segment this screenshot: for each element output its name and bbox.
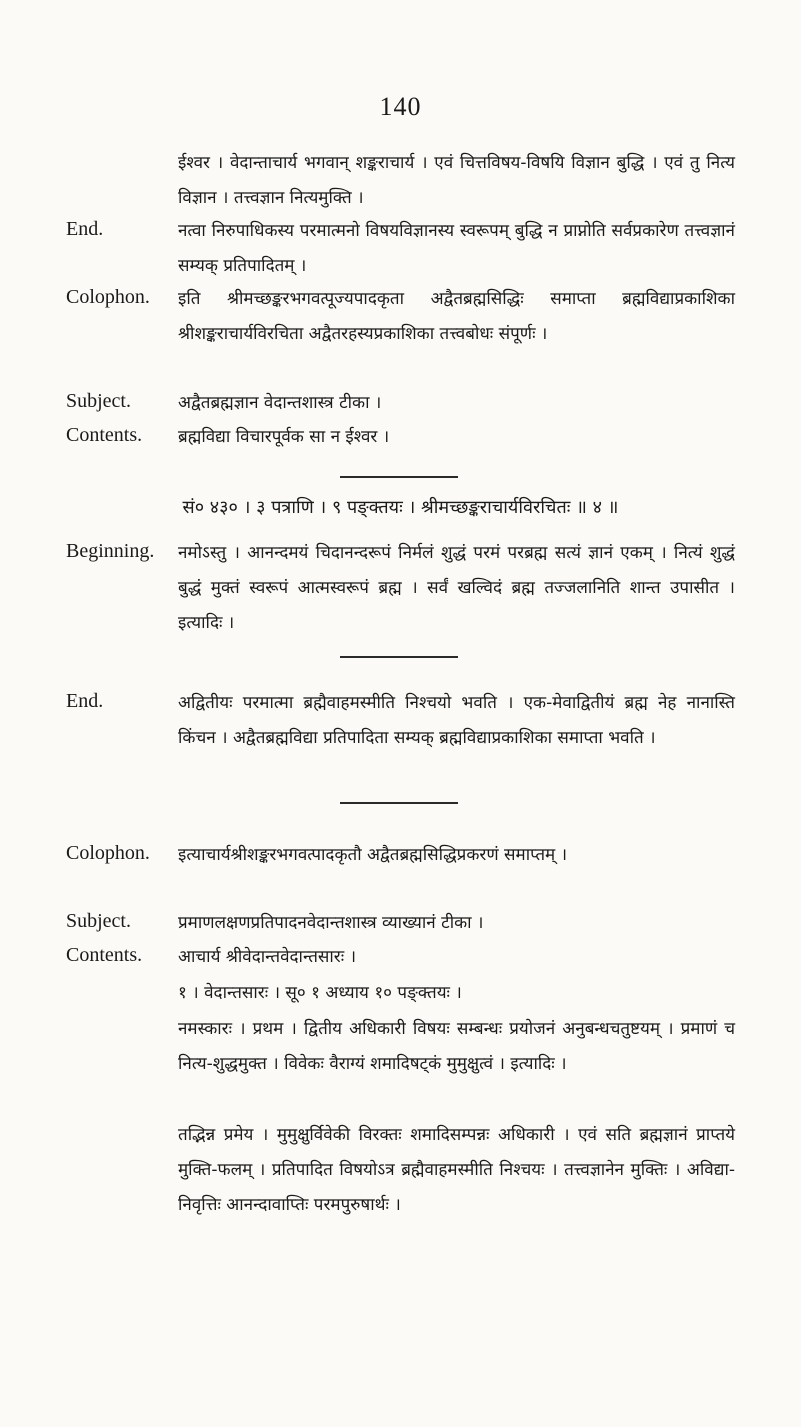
section-divider-2 — [340, 656, 458, 658]
end-label-2: End. — [66, 690, 104, 712]
page-number: 140 — [379, 92, 422, 121]
section-divider-1 — [340, 476, 458, 478]
contents-label-1: Contents. — [66, 424, 143, 446]
contents-text-1: ब्रह्मविद्या विचारपूर्वक सा न ईश्वर । — [178, 427, 390, 447]
subject-label-1: Subject. — [66, 390, 131, 412]
subject-text-1: अद्वैतब्रह्मज्ञान वेदान्तशास्त्र टीका । — [178, 393, 382, 413]
colophon-text-1: इति श्रीमच्छङ्करभगवत्पूज्यपादकृता अद्वैतब्रह्मसिद्धिः समाप्ता ब्रह्मविद्याप्रकाशिका श्रीशङ्कराचार्यविरचिता अद्वैतरहस्यप्रकाशिका तत्त्वबोधः संपूर्णः । — [178, 289, 735, 344]
subject-text-2: प्रमाणलक्षणप्रतिपादनवेदान्तशास्त्र व्याख्यानं टीका । — [178, 913, 484, 933]
contents-line-1: १ । वेदान्तसारः । सू० १ अध्याय १० पङ्क्तयः । — [178, 983, 462, 1003]
contents-line-2: नमस्कारः । प्रथम । द्वितीय अधिकारी विषयः सम्बन्धः प्रयोजनं अनुबन्धचतुष्टयम् । प्रमाणं च नित्य-शुद्धमुक्त । विवेकः वैराग्यं शमादिषट्कं मुमुक्षुत्वं । इत्यादिः । — [178, 1019, 735, 1074]
beginning-text: नमोऽस्तु । आनन्दमयं चिदानन्दरूपं निर्मलं शुद्धं परमं परब्रह्म सत्यं ज्ञानं एकम् । नित्यं शुद्धं बुद्धं मुक्तं स्वरूपं आत्मस्वरूपं ब्रह्म । सर्वं खल्विदं ब्रह्म तज्जलानिति शान्त उपासीत । इत्यादिः । — [178, 543, 735, 633]
end-label-1: End. — [66, 218, 104, 240]
intro-text: ईश्वर । वेदान्ताचार्य भगवान् शङ्कराचार्य । एवं चित्तविषय-विषयि विज्ञान बुद्धि । एवं तु नित्य विज्ञान । तत्त्वज्ञान नित्यमुक्ति । — [178, 153, 735, 208]
colophon-label-1: Colophon. — [66, 286, 150, 308]
contents-text-2: आचार्य श्रीवेदान्तवेदान्तसारः । — [178, 947, 357, 967]
section-divider-3 — [340, 802, 458, 804]
entry-heading: सं० ४३० । ३ पत्राणि । ९ पङ्क्तयः । श्रीमच्छङ्कराचार्यविरचितः ॥ ४ ॥ — [182, 497, 619, 518]
subject-label-2: Subject. — [66, 910, 131, 932]
end-text-2: अद्वितीयः परमात्मा ब्रह्मैवाहमस्मीति निश्चयो भवति । एक-मेवाद्वितीयं ब्रह्म नेह नानास्ति किंचन । अद्वैतब्रह्मविद्या प्रतिपादिता सम्यक् ब्रह्मविद्याप्रकाशिका समाप्ता भवति । — [178, 693, 735, 748]
contents-label-2: Contents. — [66, 944, 143, 966]
contents-line-3: तद्भिन्न प्रमेय । मुमुक्षुर्विवेकी विरक्तः शमादिसम्पन्नः अधिकारी । एवं सति ब्रह्मज्ञानं प्राप्तये मुक्ति-फलम् । प्रतिपादित विषयोऽत्र ब्रह्मैवाहमस्मीति निश्चयः । तत्त्वज्ञानेन मुक्तिः । अविद्या-निवृत्तिः आनन्दावाप्तिः परमपुरुषार्थः । — [178, 1125, 735, 1215]
colophon-label-2: Colophon. — [66, 842, 150, 864]
beginning-label: Beginning. — [66, 540, 155, 562]
colophon-text-2: इत्याचार्यश्रीशङ्करभगवत्पादकृतौ अद्वैतब्रह्मसिद्धिप्रकरणं समाप्तम् । — [178, 845, 568, 865]
end-text-1: नत्वा निरुपाधिकस्य परमात्मनो विषयविज्ञानस्य स्वरूपम् बुद्धि न प्राप्नोति सर्वप्रकारेण तत्त्वज्ञानं सम्यक् प्रतिपादितम् । — [178, 221, 735, 276]
